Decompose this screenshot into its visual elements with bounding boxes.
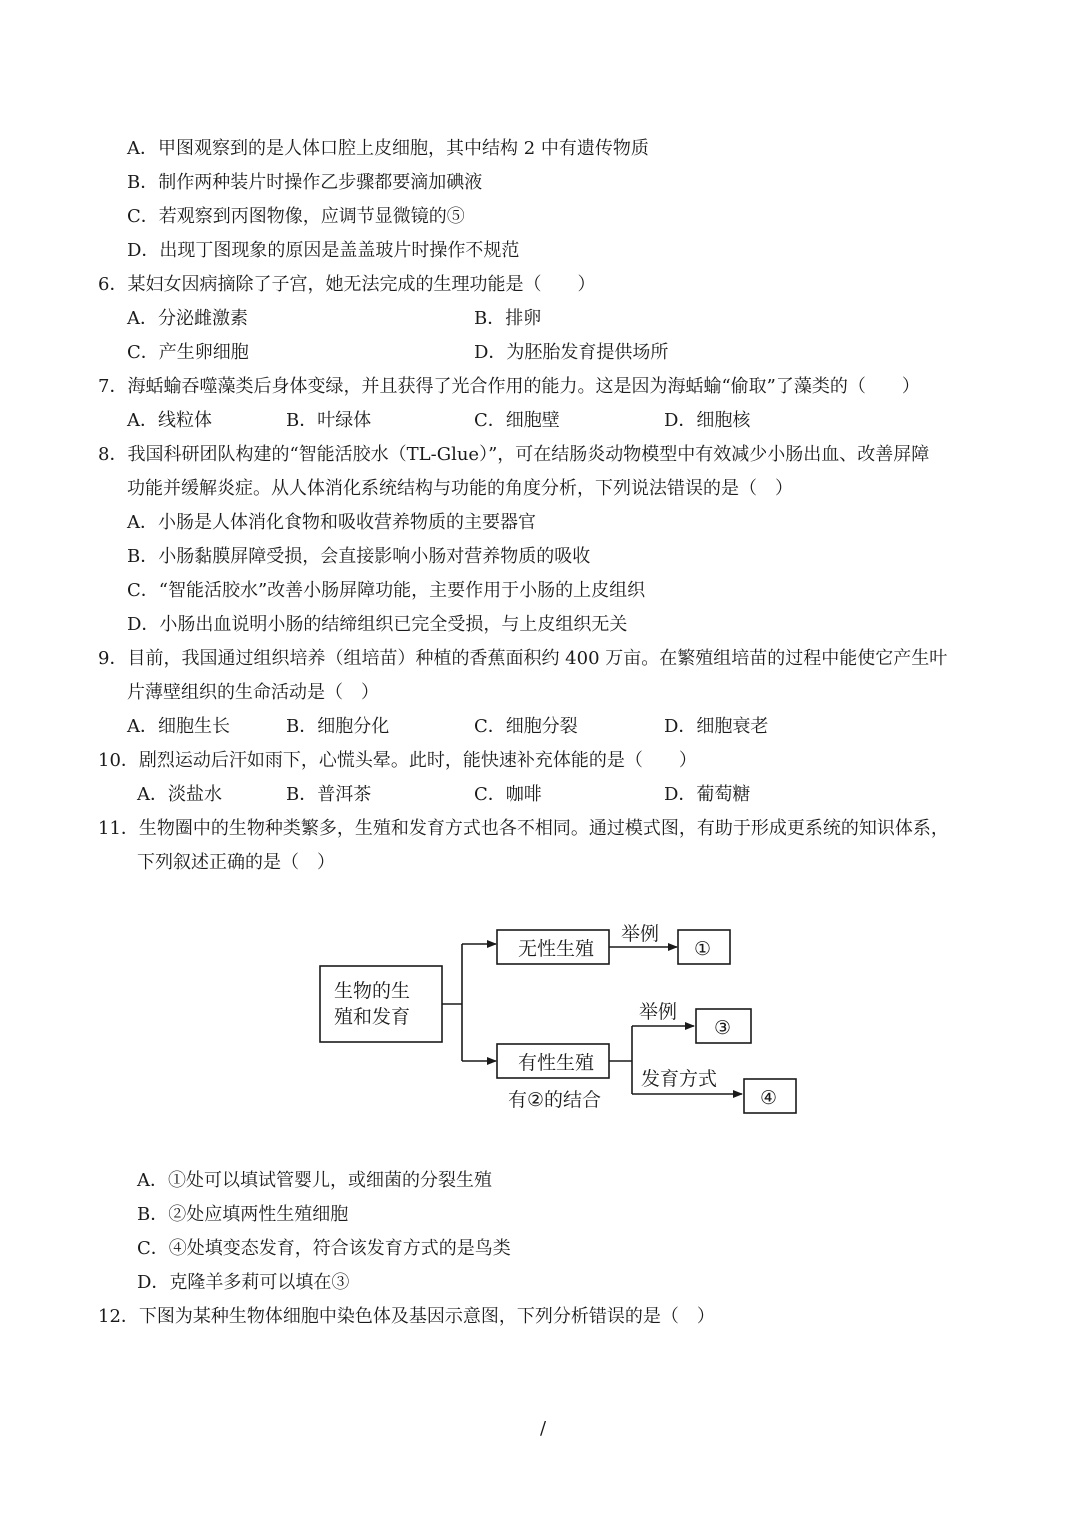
q11-stem-line1: 11．生物圈中的生物种类繁多，生殖和发育方式也各不相同。通过模式图，有助于形成更系统的知识体系， (98, 818, 949, 839)
q11-option-d: D．克隆羊多莉可以填在③ (137, 1272, 350, 1293)
q7-option-c: C．细胞壁 (474, 410, 560, 431)
example-label-2: 举例 (639, 1001, 678, 1023)
root-label-line1: 生物的生 (334, 980, 411, 1002)
q10-option-b: B．普洱茶 (286, 784, 372, 805)
q5-option-b: B．制作两种装片时操作乙步骤都要滴加碘液 (127, 172, 483, 193)
q9-option-a: A．细胞生长 (127, 716, 230, 737)
q10-option-d: D．葡萄糖 (664, 784, 751, 805)
blank-4-label: ④ (760, 1087, 778, 1109)
q6-option-d: D．为胚胎发育提供场所 (474, 342, 669, 363)
q11-option-c: C．④处填变态发育，符合该发育方式的是鸟类 (137, 1238, 511, 1259)
q9-stem-line2: 片薄壁组织的生命活动是（ ） (127, 682, 379, 703)
reproduction-diagram (316, 918, 806, 1128)
sexual-label: 有性生殖 (518, 1052, 595, 1074)
example-label-1: 举例 (621, 923, 660, 945)
q5-option-c: C．若观察到丙图物像，应调节显微镜的⑤ (127, 206, 465, 227)
q10-option-a: A．淡盐水 (137, 784, 222, 805)
q5-option-d: D．出现丁图现象的原因是盖盖玻片时操作不规范 (127, 240, 520, 261)
q11-stem-line2: 下列叙述正确的是（ ） (137, 852, 335, 873)
q7-stem: 7．海蛞蝓吞噬藻类后身体变绿，并且获得了光合作用的能力。这是因为海蛞蝓“偷取”了藻类的（ ） (98, 376, 920, 397)
q5-option-a: A．甲图观察到的是人体口腔上皮细胞，其中结构 2 中有遗传物质 (127, 138, 649, 159)
q10-option-c: C．咖啡 (474, 784, 542, 805)
q8-option-a: A．小肠是人体消化食物和吸收营养物质的主要器官 (127, 512, 536, 533)
asexual-label: 无性生殖 (518, 938, 595, 960)
q7-option-a: A．线粒体 (127, 410, 212, 431)
q8-option-c: C．“智能活胶水”改善小肠屏障功能，主要作用于小肠的上皮组织 (127, 580, 646, 601)
q10-stem: 10．剧烈运动后汗如雨下，心慌头晕。此时，能快速补充体能的是（ ） (98, 750, 697, 771)
development-label: 发育方式 (641, 1068, 718, 1090)
q9-option-b: B．细胞分化 (286, 716, 390, 737)
q8-stem-line1: 8．我国科研团队构建的“智能活胶水（TL-Glue）”，可在结肠炎动物模型中有效减少小肠出血、改善屏障 (98, 444, 930, 465)
q8-option-b: B．小肠黏膜屏障受损，会直接影响小肠对营养物质的吸收 (127, 546, 591, 567)
blank-1-label: ① (694, 938, 712, 960)
q7-option-d: D．细胞核 (664, 410, 751, 431)
page-number-mark: / (540, 1418, 547, 1439)
q11-option-a: A．①处可以填试管婴儿，或细菌的分裂生殖 (137, 1170, 492, 1191)
q6-option-a: A．分泌雌激素 (127, 308, 248, 329)
q7-option-b: B．叶绿体 (286, 410, 372, 431)
fusion-label: 有②的结合 (508, 1089, 602, 1111)
q12-stem: 12．下图为某种生物体细胞中染色体及基因示意图，下列分析错误的是（ ） (98, 1306, 715, 1327)
q6-stem: 6．某妇女因病摘除了子宫，她无法完成的生理功能是（ ） (98, 274, 596, 295)
q6-option-b: B．排卵 (474, 308, 542, 329)
q8-option-d: D．小肠出血说明小肠的结缔组织已完全受损，与上皮组织无关 (127, 614, 628, 635)
root-label-line2: 殖和发育 (334, 1006, 411, 1028)
q8-stem-line2: 功能并缓解炎症。从人体消化系统结构与功能的角度分析，下列说法错误的是（ ） (127, 478, 793, 499)
q9-option-c: C．细胞分裂 (474, 716, 578, 737)
root-box (320, 966, 442, 1042)
q11-option-b: B．②处应填两性生殖细胞 (137, 1204, 349, 1225)
blank-3-label: ③ (714, 1017, 732, 1039)
q9-option-d: D．细胞衰老 (664, 716, 769, 737)
q9-stem-line1: 9．目前，我国通过组织培养（组培苗）种植的香蕉面积约 400 万亩。在繁殖组培苗的过程中能使它产生叶 (98, 648, 948, 669)
q6-option-c: C．产生卵细胞 (127, 342, 249, 363)
